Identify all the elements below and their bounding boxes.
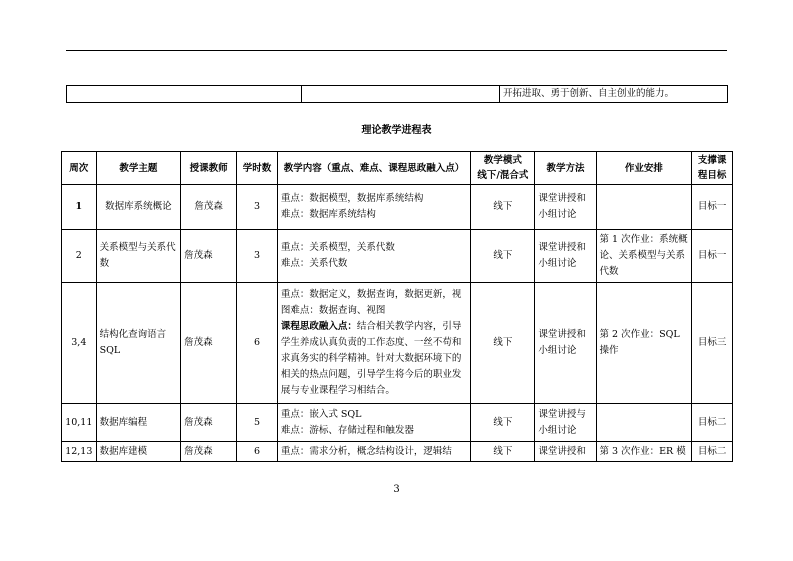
header-rule — [66, 50, 727, 51]
header-content: 教学内容（重点、难点、课程思政融入点） — [277, 152, 470, 185]
method-cell: 课堂讲授和小组讨论 — [535, 185, 596, 230]
mode-cell: 线下 — [471, 283, 535, 404]
teacher-cell: 詹茂森 — [181, 230, 237, 283]
teacher-cell: 詹茂森 — [181, 404, 237, 442]
table-row — [62, 185, 733, 230]
content-cell — [277, 283, 470, 404]
week-cell: 10,11 — [62, 404, 97, 442]
ideology-integration — [281, 319, 467, 399]
teacher-cell: 詹茂森 — [181, 185, 237, 230]
table-cell — [302, 86, 500, 103]
objective-cell: 目标一 — [692, 230, 733, 283]
content-cell — [277, 442, 470, 462]
hours-cell: 6 — [237, 283, 278, 404]
homework-cell — [596, 185, 692, 230]
header-objective-line2: 程目标 — [697, 170, 727, 181]
method-cell: 课堂讲授和 — [535, 442, 596, 462]
mode-cell: 线下 — [471, 404, 535, 442]
week-cell: 3,4 — [62, 283, 97, 404]
content-line: 难点：数据库系统结构 — [280, 209, 376, 220]
theory-schedule-table — [61, 151, 733, 462]
previous-table-fragment — [66, 85, 728, 103]
homework-cell: 第 1 次作业：系统概论、关系模型与关系代数 — [596, 230, 692, 283]
header-mode — [471, 152, 535, 185]
content-cell — [277, 230, 470, 283]
content-cell — [277, 404, 470, 442]
method-cell: 课堂讲授和小组讨论 — [535, 230, 596, 283]
ideology-label: 课程思政融入点： — [280, 321, 357, 332]
header-mode-line1: 教学模式 — [483, 155, 522, 166]
header-objective-line1: 支撑课 — [697, 155, 727, 166]
topic-cell: 关系模型与关系代数 — [96, 230, 181, 283]
header-method: 教学方法 — [535, 152, 596, 185]
mode-cell: 线下 — [471, 185, 535, 230]
hours-cell: 6 — [237, 442, 278, 462]
teacher-cell: 詹茂森 — [181, 442, 237, 462]
content-keypoints: 重点：数据定义，数据查询，数据更新，视图难点：数据查询、视图 — [280, 289, 462, 316]
table-cell — [67, 86, 302, 103]
content-line: 难点：关系代数 — [280, 258, 348, 269]
header-teacher: 授课教师 — [181, 152, 237, 185]
table-row — [62, 404, 733, 442]
homework-cell — [596, 404, 692, 442]
content-line: 难点：游标、存储过程和触发器 — [280, 424, 414, 436]
mode-cell: 线下 — [471, 442, 535, 462]
ideology-text: 结合相关教学内容，引导学生养成认真负责的工作态度、一丝不苟和求真务实的科学精神。针对大数据环境下的相关的热点问题，引导学生将今后的职业发展与专业课程学习相结合。 — [280, 321, 462, 396]
header-homework: 作业安排 — [596, 152, 692, 185]
objective-cell: 目标一 — [692, 185, 733, 230]
table-cell: 开拓进取、勇于创新、自主创业的能力。 — [500, 86, 728, 103]
topic-cell: 数据库建模 — [96, 442, 181, 462]
topic-cell: 数据库编程 — [96, 404, 181, 442]
method-cell: 课堂讲授与小组讨论 — [535, 404, 596, 442]
header-hours: 学时数 — [237, 152, 278, 185]
objective-cell: 目标二 — [692, 404, 733, 442]
objective-cell: 目标二 — [692, 442, 733, 462]
mode-cell: 线下 — [471, 230, 535, 283]
content-line: 重点：需求分析，概念结构设计，逻辑结 — [280, 445, 452, 457]
hours-cell: 3 — [237, 230, 278, 283]
header-week: 周次 — [62, 152, 97, 185]
table-row — [62, 442, 733, 462]
teacher-cell: 詹茂森 — [181, 283, 237, 404]
topic-cell: 结构化查询语言SQL — [96, 283, 181, 404]
table-row — [62, 283, 733, 404]
header-row — [62, 152, 733, 185]
week-cell: 12,13 — [62, 442, 97, 462]
page-number: 3 — [393, 484, 400, 495]
method-cell: 课堂讲授和小组讨论 — [535, 283, 596, 404]
header-mode-line2: 线下/混合式 — [477, 170, 529, 181]
hours-cell: 5 — [237, 404, 278, 442]
homework-cell: 第 3 次作业：ER 模 — [596, 442, 692, 462]
table-row — [62, 230, 733, 283]
topic-cell: 数据库系统概论 — [96, 185, 181, 230]
objective-cell: 目标三 — [692, 283, 733, 404]
header-topic: 教学主题 — [96, 152, 181, 185]
homework-cell: 第 2 次作业：SQL 操作 — [596, 283, 692, 404]
header-objective — [692, 152, 733, 185]
content-line: 重点：嵌入式 SQL — [280, 408, 362, 420]
table-title: 理论教学进程表 — [361, 125, 432, 136]
hours-cell: 3 — [237, 185, 278, 230]
table-row — [67, 86, 728, 103]
content-line: 重点：数据模型，数据库系统结构 — [280, 193, 424, 204]
week-cell: 2 — [62, 230, 97, 283]
week-cell: 1 — [62, 185, 97, 230]
content-line: 重点：关系模型，关系代数 — [280, 242, 395, 253]
content-cell — [277, 185, 470, 230]
